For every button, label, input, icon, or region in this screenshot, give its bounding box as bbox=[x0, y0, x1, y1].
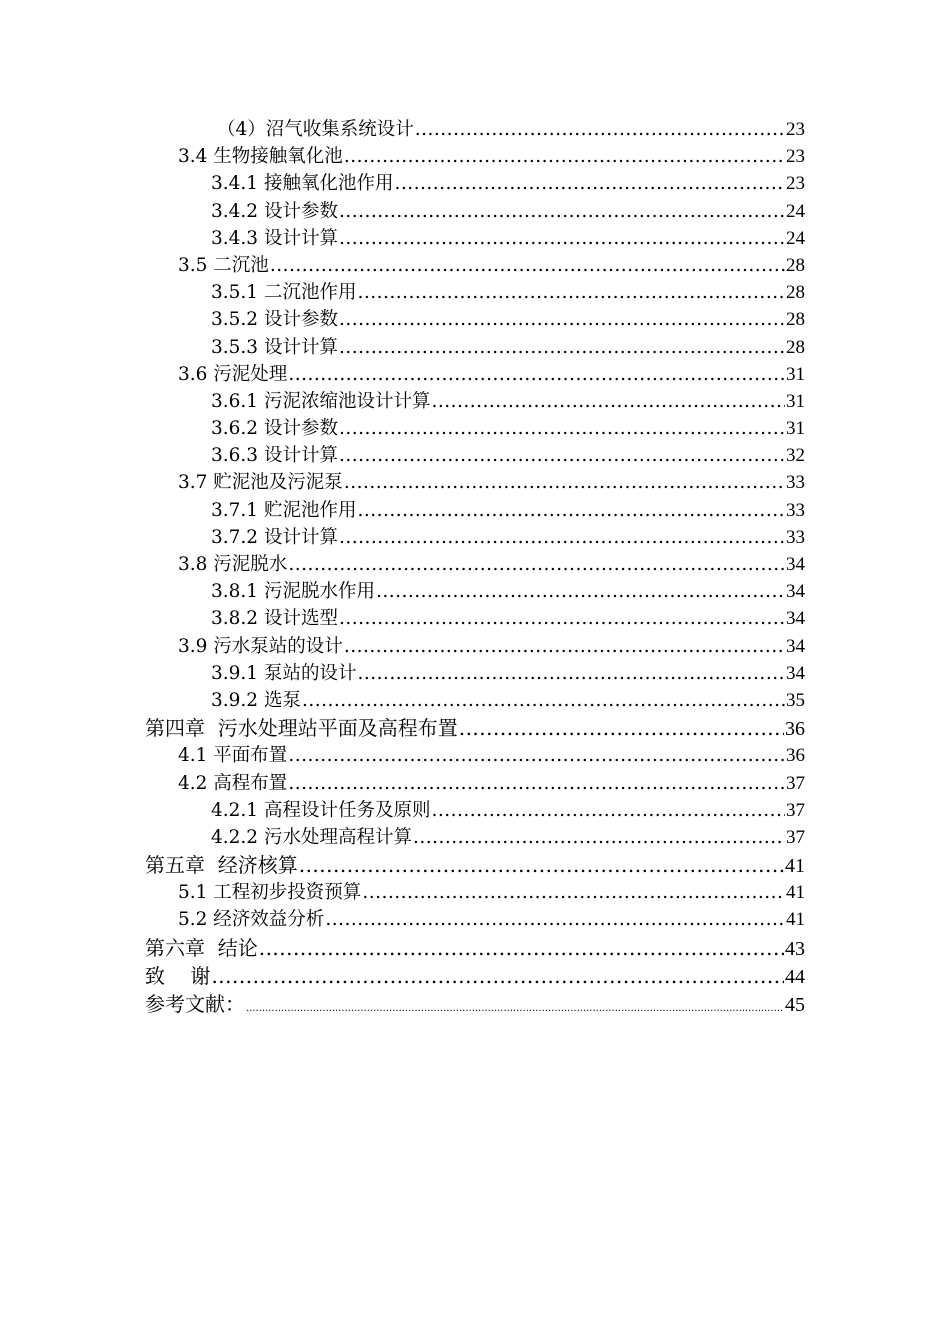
toc-entry[interactable] bbox=[0, 497, 950, 524]
toc-entry-label: 3.6.3 设计计算 bbox=[211, 445, 338, 467]
toc-entry-page-number: 34 bbox=[786, 554, 805, 575]
toc-entry-page-number: 41 bbox=[785, 855, 805, 878]
toc-entry-page-number: 45 bbox=[785, 994, 805, 1016]
toc-entry-label: 3.5 二沉池 bbox=[178, 254, 269, 276]
toc-entry[interactable] bbox=[0, 851, 950, 879]
toc-entry-page-number: 33 bbox=[786, 499, 805, 521]
toc-dot-leader bbox=[344, 469, 785, 496]
toc-entry-page-number: 41 bbox=[786, 882, 805, 904]
toc-entry-page-number: 23 bbox=[786, 146, 805, 168]
toc-entry[interactable] bbox=[0, 198, 950, 225]
toc-entry-page-number: 23 bbox=[786, 119, 805, 140]
toc-entry[interactable] bbox=[0, 770, 950, 797]
toc-entry-page-number: 28 bbox=[786, 282, 805, 304]
toc-entry-page-number: 35 bbox=[786, 689, 805, 711]
toc-entry-label: 3.5.1 二沉池作用 bbox=[211, 282, 357, 304]
toc-entry-page-number: 32 bbox=[786, 445, 805, 467]
toc-dot-leader bbox=[357, 279, 785, 306]
toc-dot-leader bbox=[339, 605, 785, 632]
toc-entry-label: 4.2.2 污水处理高程计算 bbox=[211, 826, 412, 848]
toc-dot-leader bbox=[288, 742, 785, 769]
toc-entry[interactable] bbox=[0, 415, 950, 442]
toc-entry-page-number: 33 bbox=[786, 526, 805, 548]
toc-dot-leader bbox=[246, 990, 784, 1023]
toc-entry[interactable] bbox=[0, 306, 950, 333]
toc-dot-leader bbox=[339, 306, 785, 333]
toc-entry-page-number: 28 bbox=[786, 309, 805, 331]
toc-dot-leader bbox=[357, 497, 785, 524]
toc-entry-label: 3.9.2 选泵 bbox=[211, 689, 301, 711]
toc-entry[interactable] bbox=[0, 687, 950, 714]
toc-entry[interactable] bbox=[0, 714, 950, 742]
toc-entry[interactable] bbox=[0, 605, 950, 632]
toc-entry[interactable] bbox=[0, 824, 950, 851]
toc-entry[interactable] bbox=[0, 633, 950, 660]
toc-dot-leader bbox=[302, 687, 785, 714]
toc-dot-leader bbox=[211, 962, 784, 990]
toc-entry-label: 3.5.2 设计参数 bbox=[211, 309, 338, 331]
toc-dot-leader bbox=[362, 879, 785, 906]
toc-entry-page-number: 31 bbox=[786, 363, 805, 385]
toc-entry-label: 参考文献： bbox=[145, 992, 245, 1016]
toc-dot-leader bbox=[270, 252, 785, 279]
toc-entry-label: 第五章 经济核算 bbox=[145, 853, 298, 878]
toc-entry-label: 3.6 污泥处理 bbox=[178, 363, 288, 385]
toc-entry-label: 3.7.2 设计计算 bbox=[211, 526, 338, 548]
toc-entry-page-number: 37 bbox=[786, 772, 805, 794]
toc-dot-leader bbox=[431, 388, 785, 415]
toc-entry[interactable] bbox=[0, 116, 950, 143]
toc-dot-leader bbox=[413, 824, 785, 851]
toc-dot-leader bbox=[431, 797, 785, 824]
toc-entry-page-number: 33 bbox=[786, 472, 805, 494]
toc-entry[interactable] bbox=[0, 906, 950, 933]
toc-dot-leader bbox=[259, 934, 784, 962]
toc-dot-leader bbox=[376, 578, 785, 605]
toc-entry[interactable] bbox=[0, 388, 950, 415]
toc-entry-label: 5.2 经济效益分析 bbox=[178, 909, 325, 931]
toc-entry[interactable] bbox=[0, 962, 950, 990]
toc-entry[interactable] bbox=[0, 797, 950, 824]
table-of-contents bbox=[0, 116, 950, 1018]
toc-entry-page-number: 23 bbox=[786, 173, 805, 195]
toc-entry[interactable] bbox=[0, 279, 950, 306]
toc-entry-page-number: 24 bbox=[786, 200, 805, 222]
toc-entry[interactable] bbox=[0, 524, 950, 551]
toc-dot-leader bbox=[339, 198, 785, 225]
toc-entry-page-number: 28 bbox=[786, 254, 805, 276]
toc-entry-label: 3.8.2 设计选型 bbox=[211, 608, 338, 630]
toc-entry-page-number: 37 bbox=[786, 826, 805, 848]
toc-dot-leader bbox=[344, 633, 785, 660]
toc-entry[interactable] bbox=[0, 469, 950, 496]
toc-entry-label: 3.5.3 设计计算 bbox=[211, 336, 338, 358]
toc-entry[interactable] bbox=[0, 225, 950, 252]
toc-entry[interactable] bbox=[0, 742, 950, 769]
toc-entry-page-number: 34 bbox=[786, 608, 805, 630]
toc-dot-leader bbox=[339, 415, 785, 442]
toc-dot-leader bbox=[299, 851, 784, 879]
toc-entry-label: 3.9.1 泵站的设计 bbox=[211, 662, 357, 684]
toc-entry-page-number: 37 bbox=[786, 799, 805, 821]
toc-dot-leader bbox=[394, 170, 785, 197]
toc-entry-label: 3.6.2 设计参数 bbox=[211, 418, 338, 440]
toc-dot-leader bbox=[288, 361, 785, 388]
toc-entry[interactable] bbox=[0, 442, 950, 469]
toc-entry[interactable] bbox=[0, 551, 950, 578]
toc-entry[interactable] bbox=[0, 879, 950, 906]
toc-entry[interactable] bbox=[0, 143, 950, 170]
toc-entry-label: 4.1 平面布置 bbox=[178, 745, 288, 767]
toc-dot-leader bbox=[459, 714, 784, 742]
toc-entry-page-number: 24 bbox=[786, 227, 805, 249]
toc-dot-leader bbox=[288, 770, 785, 797]
toc-entry-page-number: 36 bbox=[785, 718, 805, 741]
toc-entry-label: 4.2 高程布置 bbox=[178, 772, 288, 794]
toc-entry-label: 3.4.3 设计计算 bbox=[211, 227, 338, 249]
toc-entry-page-number: 34 bbox=[786, 635, 805, 657]
toc-entry-page-number: 34 bbox=[786, 581, 805, 603]
toc-entry[interactable] bbox=[0, 170, 950, 197]
toc-entry-label: 3.4.2 设计参数 bbox=[211, 200, 338, 222]
toc-entry[interactable] bbox=[0, 934, 950, 962]
toc-entry-label: 3.6.1 污泥浓缩池设计计算 bbox=[211, 390, 431, 412]
toc-dot-leader bbox=[288, 551, 785, 578]
toc-entry[interactable] bbox=[0, 361, 950, 388]
toc-entry-page-number: 41 bbox=[786, 909, 805, 931]
toc-entry-page-number: 28 bbox=[786, 336, 805, 358]
toc-dot-leader bbox=[339, 524, 785, 551]
toc-entry-page-number: 43 bbox=[785, 937, 805, 960]
toc-entry-page-number: 34 bbox=[786, 662, 805, 684]
toc-dot-leader bbox=[325, 906, 785, 933]
toc-dot-leader bbox=[415, 116, 785, 143]
toc-entry-label: 3.8 污泥脱水 bbox=[178, 554, 288, 575]
toc-entry-label: （4）沼气收集系统设计 bbox=[217, 119, 414, 140]
toc-entry-label: 4.2.1 高程设计任务及原则 bbox=[211, 799, 431, 821]
toc-entry-page-number: 31 bbox=[786, 390, 805, 412]
toc-entry-label: 3.4.1 接触氧化池作用 bbox=[211, 173, 394, 195]
toc-dot-leader bbox=[344, 143, 785, 170]
toc-entry-label: 3.9 污水泵站的设计 bbox=[178, 635, 343, 657]
toc-entry[interactable] bbox=[0, 578, 950, 605]
toc-dot-leader bbox=[357, 660, 785, 687]
toc-entry[interactable] bbox=[0, 990, 950, 1018]
toc-entry-page-number: 36 bbox=[786, 745, 805, 767]
toc-entry-label: 5.1 工程初步投资预算 bbox=[178, 882, 362, 904]
toc-entry-label: 3.7.1 贮泥池作用 bbox=[211, 499, 357, 521]
toc-entry-label: 第六章 结论 bbox=[145, 935, 258, 960]
toc-entry[interactable] bbox=[0, 334, 950, 361]
toc-entry[interactable] bbox=[0, 660, 950, 687]
toc-dot-leader bbox=[339, 334, 785, 361]
toc-entry-page-number: 31 bbox=[786, 418, 805, 440]
toc-entry-page-number: 44 bbox=[785, 965, 805, 988]
toc-entry-label: 3.7 贮泥池及污泥泵 bbox=[178, 472, 343, 494]
toc-entry-label: 第四章 污水处理站平面及高程布置 bbox=[145, 716, 458, 741]
toc-entry-label: 3.4 生物接触氧化池 bbox=[178, 146, 343, 168]
toc-entry-label: 致 谢 bbox=[145, 963, 211, 988]
toc-entry[interactable] bbox=[0, 252, 950, 279]
toc-dot-leader bbox=[339, 225, 785, 252]
toc-entry-label: 3.8.1 污泥脱水作用 bbox=[211, 581, 375, 603]
toc-dot-leader bbox=[339, 442, 785, 469]
